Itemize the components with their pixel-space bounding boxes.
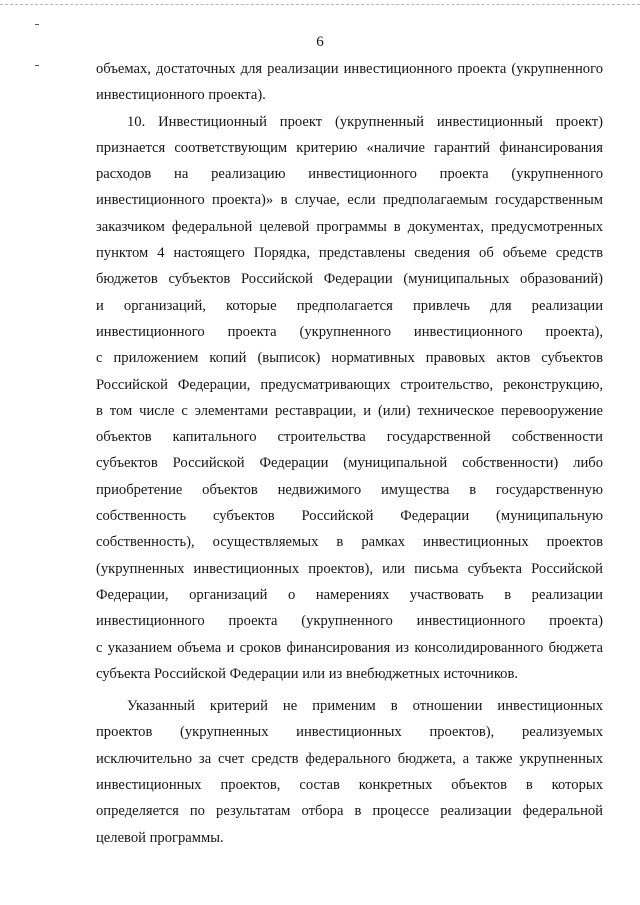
scan-edge-line bbox=[0, 4, 640, 6]
text-line: бюджетов субъектов Российской Федерации (муниципальных образований) bbox=[96, 271, 603, 288]
text-line: инвестиционного проекта (укрупненного инвестиционного проекта) bbox=[96, 613, 603, 630]
text-line: объемах, достаточных для реализации инвестиционного проекта (укрупненного bbox=[96, 61, 603, 77]
text-line: субъектов Российской Федерации (муниципальной собственности) либо bbox=[96, 455, 603, 472]
text-line: расходов на реализацию инвестиционного проекта (укрупненного bbox=[96, 166, 603, 183]
scan-mark bbox=[35, 65, 39, 66]
text-line: Указанный критерий не применим в отношении инвестиционных bbox=[127, 698, 603, 715]
paragraph bbox=[96, 56, 603, 109]
text-line: (укрупненных инвестиционных проектов), или письма субъекта Российской bbox=[96, 560, 603, 577]
paragraph bbox=[96, 109, 603, 688]
text-line: инвестиционных проектов, состав конкретных объектов в которых bbox=[96, 777, 603, 794]
text-line: Федерации, организаций о намерениях участвовать в реализации bbox=[96, 586, 603, 603]
text-line: с указанием объема и сроков финансирования из консолидированного бюджета bbox=[96, 639, 603, 656]
text-line: и организаций, которые предполагается привлечь для реализации bbox=[96, 297, 603, 314]
scan-mark bbox=[35, 24, 39, 25]
text-line: 10. Инвестиционный проект (укрупненный инвестиционный проект) bbox=[127, 113, 603, 130]
text-line: в том числе с элементами реставрации, и (или) техническое перевооружение bbox=[96, 402, 603, 419]
text-line: приобретение объектов недвижимого имущества в государственную bbox=[96, 481, 603, 498]
text-line: Российской Федерации, предусматривающих строительство, реконструкцию, bbox=[96, 376, 603, 393]
document-body bbox=[96, 56, 603, 851]
text-line: целевой программы. bbox=[96, 829, 224, 846]
text-line: с приложением копий (выписок) нормативных правовых актов субъектов bbox=[96, 350, 603, 367]
text-line: пунктом 4 настоящего Порядка, представлены сведения об объеме средств bbox=[96, 245, 603, 262]
text-line: собственность субъектов Российской Федерации (муниципальную bbox=[96, 508, 603, 525]
text-line: инвестиционного проекта). bbox=[96, 87, 266, 104]
text-line: исключительно за счет средств федерального бюджета, а также укрупненных bbox=[96, 750, 603, 767]
text-line: определяется по результатам отбора в процессе реализации федеральной bbox=[96, 803, 603, 820]
text-line: объектов капитального строительства государственной собственности bbox=[96, 429, 603, 446]
text-line: признается соответствующим критерию «наличие гарантий финансирования bbox=[96, 139, 603, 156]
text-line: проектов (укрупненных инвестиционных проектов), реализуемых bbox=[96, 724, 603, 741]
page-number: 6 bbox=[316, 34, 324, 50]
paragraph bbox=[96, 693, 603, 851]
text-line: собственность), осуществляемых в рамках инвестиционных проектов bbox=[96, 534, 603, 551]
text-line: субъекта Российской Федерации или из внебюджетных источников. bbox=[96, 665, 518, 682]
text-line: инвестиционного проекта (укрупненного инвестиционного проекта), bbox=[96, 323, 603, 340]
text-line: инвестиционного проекта)» в случае, если предполагаемым государственным bbox=[96, 192, 603, 209]
text-line: заказчиком федеральной целевой программы в документах, предусмотренных bbox=[96, 218, 603, 235]
